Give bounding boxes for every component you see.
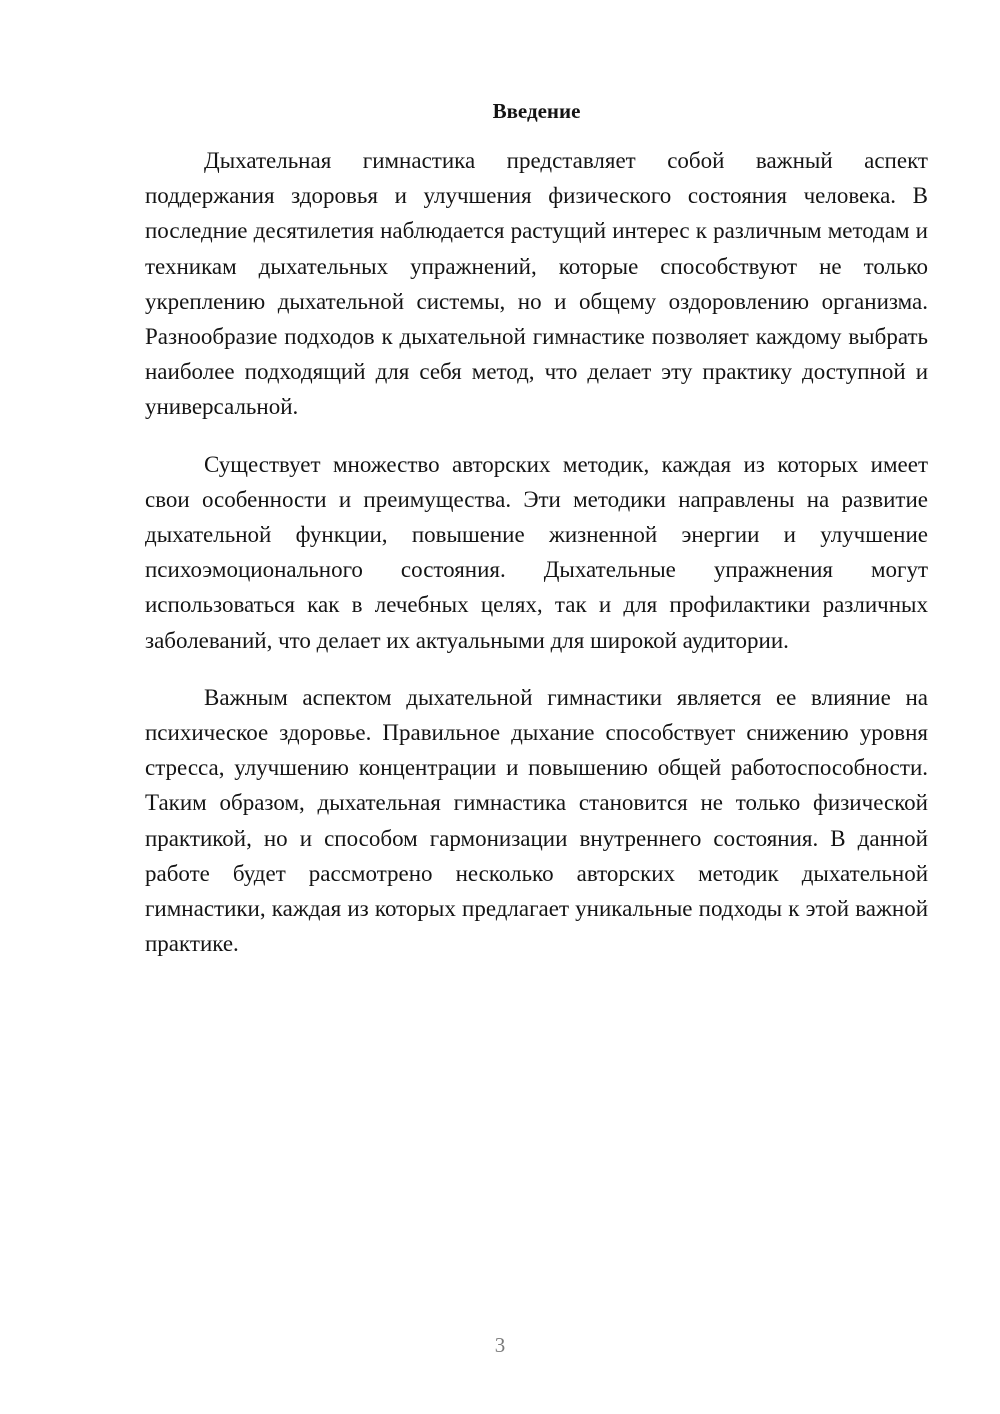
body-text [145,143,928,983]
paragraph-1: Дыхательная гимнастика представляет собой важный аспект поддержания здоровья и улучшения физического состояния человека. В последние десятилетия наблюдается растущий интерес к различным методам и техникам дыхательных упражнений, которые способствуют не только укреплению дыхательной системы, но и общему оздоровлению организма. Разнообразие подходов к дыхательной гимнастике позволяет каждому выбрать наиболее подходящий для себя метод, что делает эту практику доступной и универсальной. [145,148,928,420]
paragraph-2: Существует множество авторских методик, каждая из которых имеет свои особенности и преимущества. Эти методики направлены на развитие дыхательной функции, повышение жизненной энергии и улучшение психоэмоционального состояния. Дыхательные упражнения могут использоваться как в лечебных целях, так и для профилактики различных заболеваний, что делает их актуальными для широкой аудитории. [145,451,928,653]
paragraph-3: Важным аспектом дыхательной гимнастики является ее влияние на психическое здоровье. Правильное дыхание способствует снижению уровня стресса, улучшению концентрации и повышению общей работоспособности. Таким образом, дыхательная гимнастика становится не только физической практикой, но и способом гармонизации внутреннего состояния. В данной работе будет рассмотрено несколько авторских методик дыхательной гимнастики, каждая из которых предлагает уникальные подходы к этой важной практике. [145,684,928,957]
page-heading: Введение [492,99,581,123]
page-number: 3 [494,1333,506,1357]
